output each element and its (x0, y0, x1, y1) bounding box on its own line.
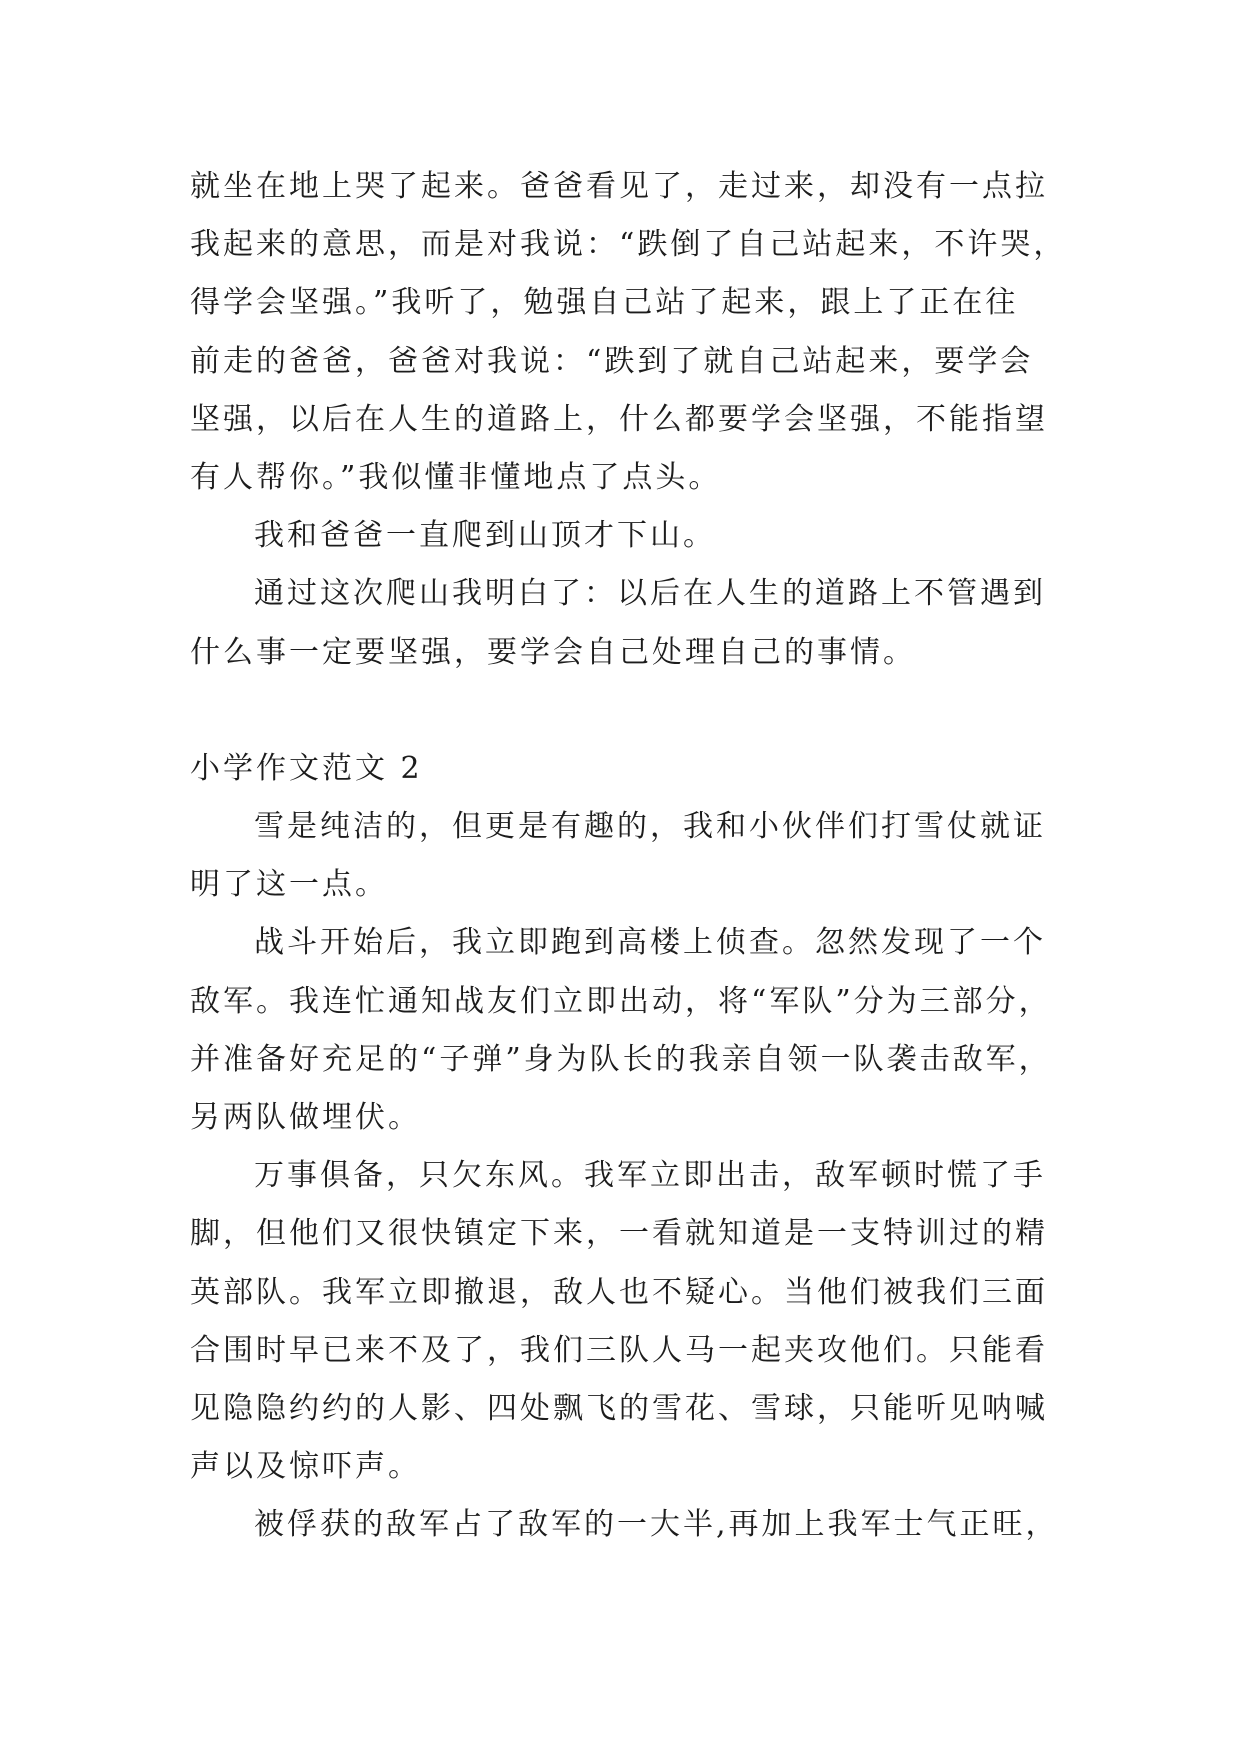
text-line: 敌军。我连忙通知战友们立即出动，将“军队”分为三部分， (190, 983, 1052, 1019)
text-line: 合围时早已来不及了，我们三队人马一起夹攻他们。只能看 (190, 1332, 1048, 1368)
text-line: 脚，但他们又很快镇定下来，一看就知道是一支特训过的精 (190, 1216, 1048, 1252)
text-line: 前走的爸爸，爸爸对我说：“跌到了就自己站起来，要学会 (190, 343, 1034, 379)
text-line: 有人帮你。”我似懂非懂地点了点头。 (190, 459, 722, 495)
text-line: 另两队做埋伏。 (190, 1100, 421, 1135)
text-line: 通过这次爬山我明白了：以后在人生的道路上不管遇到 (254, 576, 1046, 612)
blank-line (190, 682, 1070, 740)
document-body (190, 158, 1070, 1555)
text-line: 见隐隐约约的人影、四处飘飞的雪花、雪球，只能听见呐喊 (190, 1390, 1048, 1426)
text-line: 万事俱备，只欠东风。我军立即出击，敌军顿时慌了手 (254, 1158, 1046, 1194)
text-line: 什么事一定要坚强，要学会自己处理自己的事情。 (190, 634, 916, 670)
paragraph-summit (190, 507, 1070, 565)
text-line: 我起来的意思，而是对我说：“跌倒了自己站起来，不许哭， (190, 227, 1067, 263)
text-line: 就坐在地上哭了起来。爸爸看见了，走过来，却没有一点拉 (190, 169, 1048, 204)
text-line: 声以及惊吓声。 (190, 1449, 421, 1485)
text-line: 明了这一点。 (190, 867, 388, 903)
paragraph-snow (190, 798, 1070, 914)
text-line: 英部队。我军立即撤退，敌人也不疑心。当他们被我们三面 (190, 1274, 1048, 1310)
section-heading: 小学作文范文 2 (190, 750, 423, 786)
text-line: 得学会坚强。”我听了，勉强自己站了起来，跟上了正在往 (190, 285, 1019, 321)
paragraph-attack (190, 1147, 1070, 1496)
paragraph-lesson (190, 565, 1070, 681)
text-line: 被俘获的敌军占了敌军的一大半,再加上我军士气正旺， (254, 1507, 1059, 1543)
text-line: 我和爸爸一直爬到山顶才下山。 (254, 518, 716, 554)
paragraph-continued (190, 158, 1070, 507)
text-line: 坚强，以后在人生的道路上，什么都要学会坚强，不能指望 (190, 401, 1048, 437)
text-line: 雪是纯洁的，但更是有趣的，我和小伙伴们打雪仗就证 (254, 809, 1046, 845)
text-line: 并准备好充足的“子弹”身为队长的我亲自领一队袭击敌军， (190, 1041, 1052, 1077)
paragraph-battle (190, 914, 1070, 1147)
paragraph-captives (190, 1496, 1070, 1554)
text-line: 战斗开始后，我立即跑到高楼上侦查。忽然发现了一个 (254, 925, 1046, 961)
